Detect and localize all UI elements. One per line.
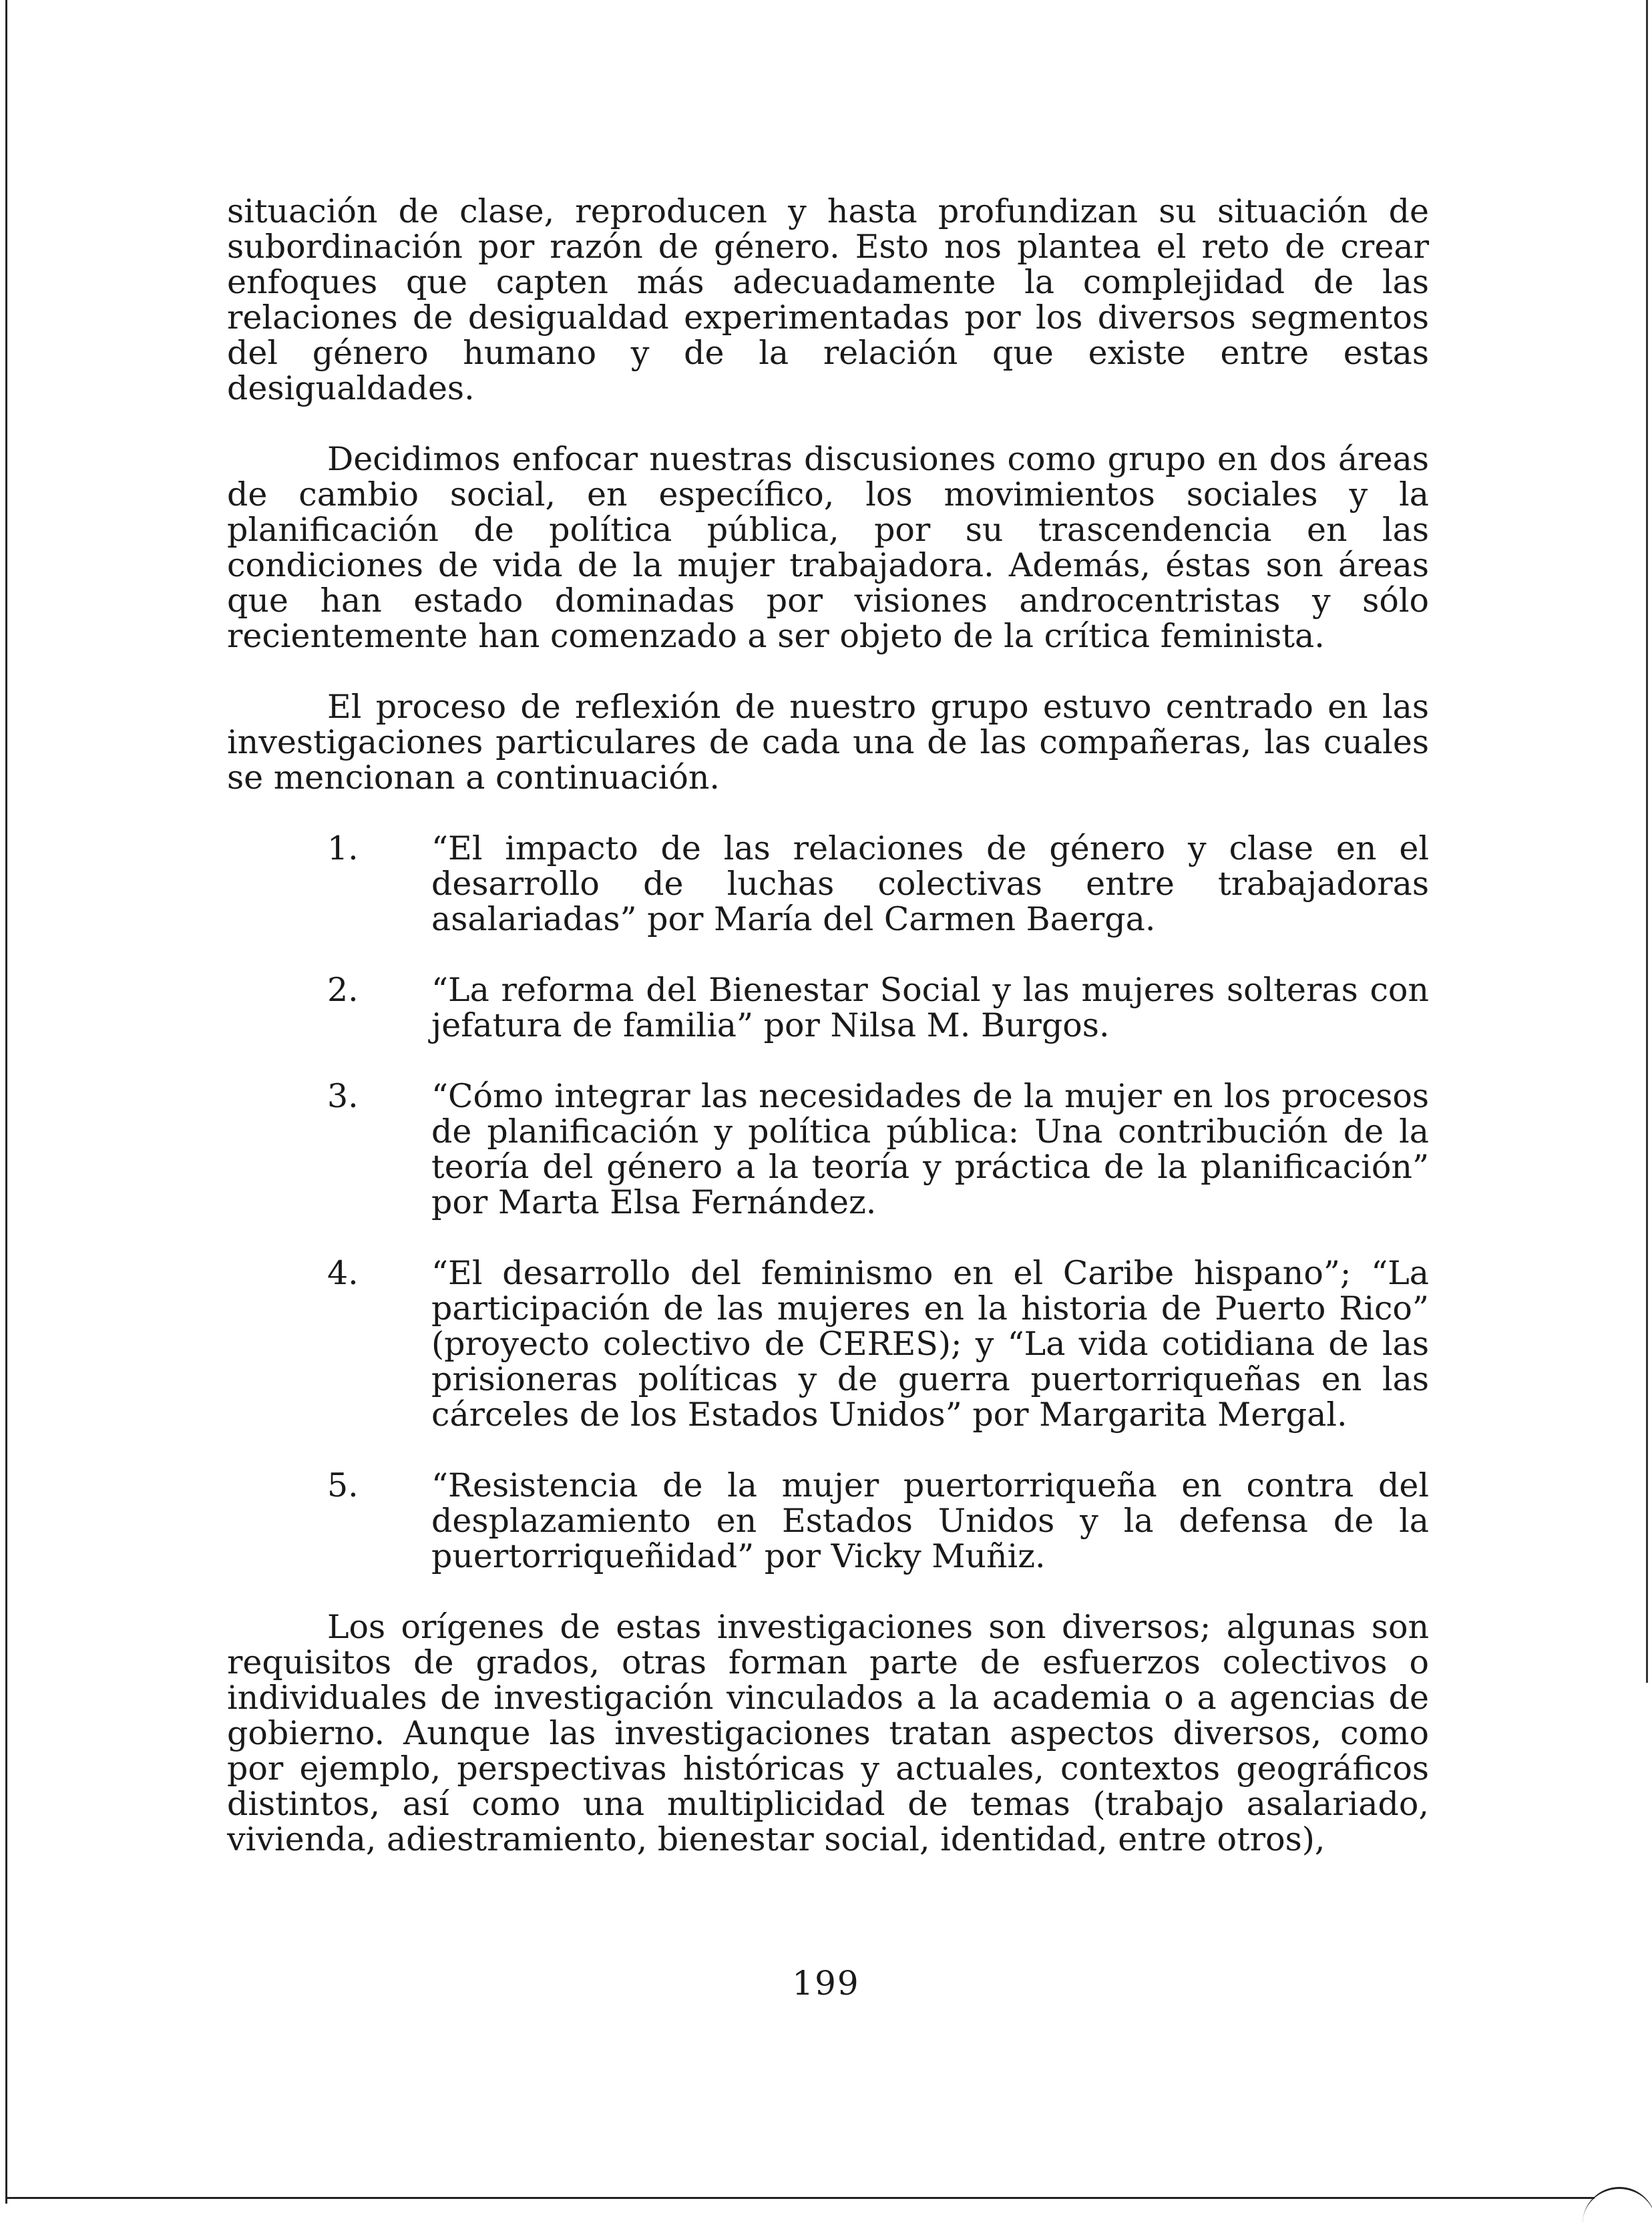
research-list — [227, 831, 1429, 1574]
list-item-text: “El impacto de las relaciones de género y clase en el desarrollo de luchas colectivas entre trabajadoras asalariadas” por María del Carmen Baerga. — [431, 829, 1429, 938]
list-item-number: 2. — [327, 971, 359, 1009]
paragraph-3: El proceso de reflexión de nuestro grupo estuvo centrado en las investigaciones particulares de cada una de las compañeras, las cuales se mencionan a continuación. — [227, 688, 1429, 797]
paragraph-2: Decidimos enfocar nuestras discusiones como grupo en dos áreas de cambio social, en específico, los movimientos sociales y la planificación de política pública, por su trascendencia en las condiciones de vida de la mujer trabajadora. Además, éstas son áreas que han estado dominadas por visiones androcentristas y sólo recientemente han comenzado a ser objeto de la crítica feminista. — [227, 440, 1429, 655]
scan-border-right — [1646, 0, 1648, 1683]
list-item — [227, 831, 1429, 937]
list-item-number: 5. — [327, 1466, 359, 1504]
list-item — [227, 1468, 1429, 1574]
paragraph-4: Los orígenes de estas investigaciones son diversos; algunas son requisitos de grados, otras forman parte de esfuerzos colectivos o individuales de investigación vinculados a la academia o a agencias de gobierno. Aunque las investigaciones tratan aspectos diversos, como por ejemplo, perspectivas históricas y actuales, contextos geográficos distintos, así como una multiplicidad de temas (trabajo asalariado, vivienda, adiestramiento, bienestar social, identidad, entre otros), — [227, 1608, 1429, 1858]
list-item-number: 1. — [327, 829, 359, 867]
list-item — [227, 1078, 1429, 1220]
scan-corner-curve — [1583, 2187, 1652, 2229]
list-item — [227, 972, 1429, 1043]
scan-border-left — [5, 0, 7, 2204]
list-item-number: 3. — [327, 1077, 359, 1115]
list-item — [227, 1255, 1429, 1432]
list-item-number: 4. — [327, 1254, 359, 1292]
scan-border-bottom — [5, 2197, 1595, 2199]
list-item-text: “Resistencia de la mujer puertorriqueña en contra del desplazamiento en Estados Unidos y la defensa de la puertorriqueñidad” por Vicky Muñiz. — [431, 1466, 1429, 1575]
list-item-text: “El desarrollo del feminismo en el Caribe hispano”; “La participación de las mujeres en la historia de Puerto Rico” (proyecto colectivo de CERES); y “La vida cotidiana de las prisioneras políticas y de guerra puertorriqueñas en las cárceles de los Estados Unidos” por Margarita Mergal. — [431, 1254, 1429, 1434]
page-body — [227, 194, 1429, 1892]
list-item-text: “Cómo integrar las necesidades de la mujer en los procesos de planificación y política pública: Una contribución de la teoría del género a la teoría y práctica de la planificación” por Marta Elsa Fernández. — [431, 1077, 1429, 1221]
page-number: 199 — [792, 1964, 860, 2003]
list-item-text: “La reforma del Bienestar Social y las mujeres solteras con jefatura de familia” por Nilsa M. Burgos. — [431, 971, 1429, 1044]
paragraph-1: situación de clase, reproducen y hasta profundizan su situación de subordinación por razón de género. Esto nos plantea el reto de crear enfoques que capten más adecuadamente la complejidad de las relaciones de desigualdad experimentadas por los diversos segmentos del género humano y de la relación que existe entre estas desigualdades. — [227, 192, 1429, 407]
